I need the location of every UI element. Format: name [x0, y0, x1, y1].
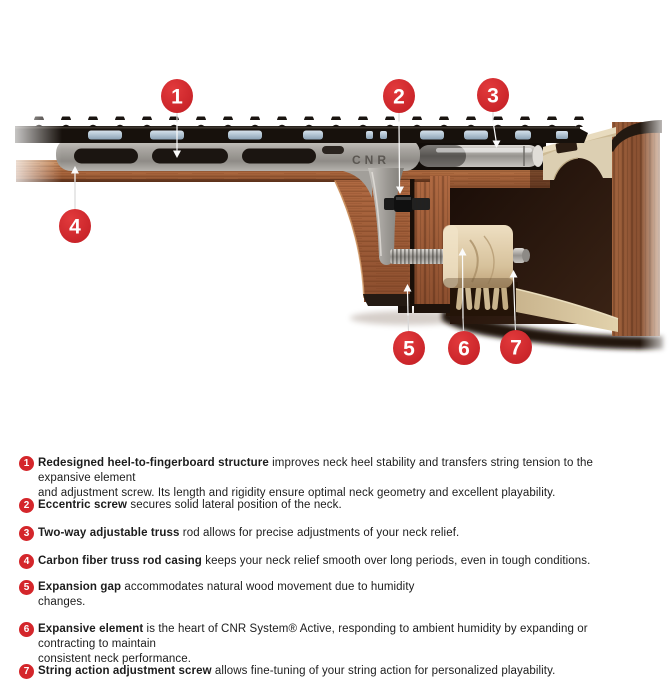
svg-text:7: 7 [510, 336, 522, 360]
legend-item-2 [19, 498, 647, 513]
legend-item-6 [19, 622, 647, 667]
legend-text-5: Expansion gap accommodates natural wood movement due to humidity changes. [38, 581, 415, 608]
legend-text-7: String action adjustment screw allows fine-tuning of your string action for personalized playability. [38, 665, 556, 677]
legend-badge-4: 4 [19, 554, 34, 569]
legend-badge-2: 2 [19, 498, 34, 513]
legend-item-5 [19, 580, 647, 610]
legend-text-1: Redesigned heel-to-fingerboard structure improves neck heel stability and transfers string tension to the expansive element and adjustment screw. Its length and rigidity ensure optimal neck geometry and excellent playability. [38, 457, 594, 499]
svg-text:3: 3 [487, 84, 499, 108]
legend-item-3 [19, 526, 647, 541]
legend-text-2: Eccentric screw secures solid lateral position of the neck. [38, 499, 342, 511]
cnr-engraving: CNR [352, 153, 390, 167]
legend-badge-5: 5 [19, 580, 34, 595]
legend-badge-7: 7 [19, 664, 34, 679]
svg-text:6: 6 [458, 337, 470, 361]
legend-item-4 [19, 554, 647, 569]
svg-text:1: 1 [171, 85, 183, 109]
legend-badge-1: 1 [19, 456, 34, 471]
legend-item-1 [19, 456, 647, 501]
legend-badge-3: 3 [19, 526, 34, 541]
svg-text:4: 4 [69, 215, 81, 239]
svg-text:2: 2 [393, 85, 405, 109]
legend-badge-6: 6 [19, 622, 34, 637]
svg-text:5: 5 [403, 337, 415, 361]
legend-item-7 [19, 664, 647, 679]
legend-text-4: Carbon fiber truss rod casing keeps your neck relief smooth over long periods, even in tough conditions. [38, 555, 591, 567]
legend-text-6: Expansive element is the heart of CNR System® Active, responding to ambient humidity by expanding or contracting to maintain consistent neck performance. [38, 623, 588, 665]
legend-text-3: Two-way adjustable truss rod allows for precise adjustments of your neck relief. [38, 527, 460, 539]
